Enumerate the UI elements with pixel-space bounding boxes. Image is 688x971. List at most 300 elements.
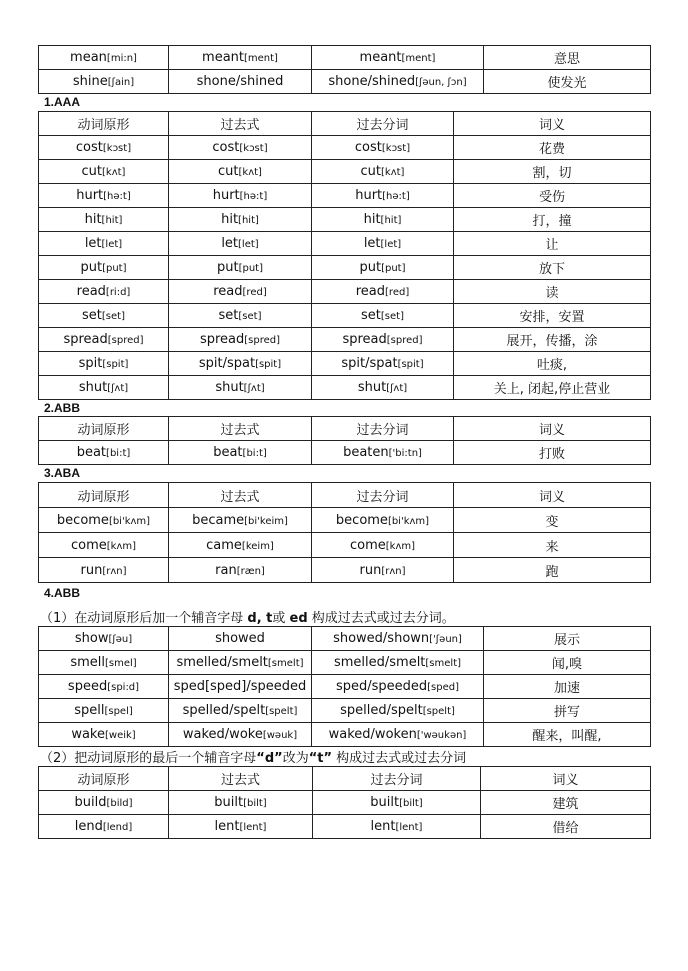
past-tense-cell [169,723,312,747]
past-participle-cell [312,208,454,232]
table-header-row [39,417,651,441]
table-row [39,533,651,558]
phonetic-text: [ment] [401,53,436,64]
past-participle-cell [312,160,454,184]
phonetic-text: [smel] [104,658,137,669]
note-text: 构成过去式或过去分词 [332,751,467,766]
phonetic-text: [put] [102,263,127,274]
phonetic-text: [lend] [102,822,133,833]
word-text: spell [74,703,105,718]
phonetic-text: [lent] [239,822,267,833]
past-tense-cell [169,328,312,352]
phonetic-text: [ʃain] [107,77,135,88]
past-tense-cell [169,70,312,94]
word-text: run [359,562,382,578]
past-participle-cell [312,651,484,675]
phonetic-text: [hit] [380,215,402,226]
past-tense-cell [169,208,312,232]
word-text: 闻,嗅 [551,657,583,672]
past-tense-cell [169,815,313,839]
word-text: let [221,236,239,251]
table-header-row [39,767,651,791]
verb-base-cell [39,184,169,208]
phonetic-text: ['bi:tn] [388,448,422,459]
word-text: spread [199,332,245,347]
word-text: hurt [76,188,104,203]
phonetic-text: [keim] [241,540,274,552]
meaning-cell [454,280,651,304]
phonetic-text: [spred] [386,335,423,346]
past-tense-cell [169,533,312,558]
word-table-add-consonant [38,626,651,747]
phonetic-text: [set] [380,311,404,322]
past-tense-cell [169,558,312,583]
past-tense-cell [169,651,312,675]
word-text: put [359,260,382,275]
word-text: beat [213,445,243,460]
note-bold: “d” [256,751,283,766]
word-text: waked/woken [328,727,417,742]
column-header: 动词原形 [39,417,169,441]
meaning-cell [484,723,651,747]
phonetic-text: [rʌn] [381,565,406,577]
meaning-cell [454,160,651,184]
word-text: let [84,236,102,251]
word-text: build [74,795,107,810]
phonetic-text: [bilt] [399,798,423,809]
verb-base-cell [39,256,169,280]
meaning-cell [484,46,651,70]
past-participle-cell [312,46,484,70]
meaning-cell [484,70,651,94]
column-header: 过去分词 [312,112,454,136]
phonetic-text: [ʃʌt] [107,383,129,394]
past-tense-cell [169,304,312,328]
word-table-d-to-t [38,766,651,839]
past-tense-cell [169,184,312,208]
phonetic-text: [spelt] [422,706,455,717]
phonetic-text: [put] [381,263,406,274]
word-text: 割，切 [532,166,572,181]
table-row [39,815,651,839]
meaning-cell [454,328,651,352]
phonetic-text: [wəuk] [262,730,298,741]
word-text: cut [218,164,239,179]
word-text: become [56,512,109,528]
phonetic-text: [hə:t] [382,191,410,202]
verb-base-cell [39,791,169,815]
table-row [39,160,651,184]
past-participle-cell [312,441,454,465]
word-text: spelled/spelt [182,703,266,718]
meaning-cell [484,627,651,651]
word-text: sped[sped]/speeded [173,679,307,694]
phonetic-text: ['ʃəun] [429,634,462,645]
word-text: 打败 [538,447,565,462]
word-text: come [349,537,386,553]
word-text: become [335,512,388,528]
word-text: set [361,308,381,323]
column-header: 过去式 [169,767,313,791]
word-text: show [74,631,109,646]
word-text: 吐痰, [536,358,568,373]
meaning-cell [454,208,651,232]
past-tense-cell [169,280,312,304]
word-text: put [216,260,239,275]
phonetic-text: [red] [242,287,267,298]
phonetic-text: [kɔst] [239,143,268,154]
phonetic-text: [kʌt] [102,167,126,178]
verb-base-cell [39,70,169,94]
table-row [39,136,651,160]
word-text: hurt [355,188,383,203]
meaning-cell [454,558,651,583]
phonetic-text: [set] [238,311,262,322]
word-text: 使发光 [547,76,587,91]
word-table-abb [38,416,651,465]
past-tense-cell [169,160,312,184]
phonetic-text: [kʌm] [106,540,137,552]
word-text: meant [359,50,402,65]
past-participle-cell [312,328,454,352]
table-row [39,627,651,651]
verb-base-cell [39,815,169,839]
past-participle-cell [312,352,454,376]
meaning-cell [484,651,651,675]
meaning-cell [454,533,651,558]
past-participle-cell [312,675,484,699]
past-tense-cell [169,352,312,376]
meaning-cell [454,256,651,280]
past-participle-cell [312,533,454,558]
past-participle-cell [312,558,454,583]
word-text: run [80,562,103,578]
word-text: read [76,284,106,299]
verb-base-cell [39,208,169,232]
word-text: shut [215,380,244,395]
word-text: shine [72,74,108,89]
word-text: shut [357,380,387,395]
phonetic-text: [ʃʌt] [386,383,408,394]
column-header: 过去式 [169,483,312,508]
table-row [39,352,651,376]
phonetic-text: [kʌt] [238,167,262,178]
past-participle-cell [312,627,484,651]
past-tense-cell [169,699,312,723]
phonetic-text: [lent] [395,822,423,833]
verb-base-cell [39,723,169,747]
word-table-aba [38,482,651,583]
word-text: mean [70,50,107,65]
word-text: 让 [545,238,559,253]
phonetic-text: [hit] [238,215,259,226]
phonetic-text: [kɔst] [102,143,132,154]
note-bold: d, t [247,611,273,626]
table-row [39,184,651,208]
word-text: 变 [545,514,559,530]
verb-base-cell [39,46,169,70]
word-text: hit [363,212,381,227]
note-bold: ed [289,611,308,626]
column-header: 过去分词 [312,417,454,441]
past-participle-cell [312,508,454,533]
verb-base-cell [39,136,169,160]
phonetic-text: [ʃəu] [108,634,133,645]
word-text: lent [214,819,240,834]
word-text: beat [76,445,107,460]
word-text: 加速 [553,681,580,696]
past-participle-cell [312,256,454,280]
word-text: read [213,284,243,299]
word-text: read [355,284,386,299]
word-text: set [82,308,102,323]
word-text: 花费 [538,142,565,157]
word-text: built [214,795,244,810]
word-text: beaten [343,445,389,460]
meaning-cell [484,699,651,723]
word-text: 借给 [552,821,579,836]
table-row [39,508,651,533]
word-text: 展开，传播，涂 [506,334,598,349]
column-header: 过去分词 [313,767,481,791]
word-text: 关上, 闭起,停止营业 [493,382,611,397]
phonetic-text: [bild] [106,798,133,809]
past-participle-cell [312,723,484,747]
rule-note-add-d-t-ed [40,607,455,626]
word-text: smell [70,655,105,670]
word-text: smelled/smelt [176,655,268,670]
phonetic-text: [spred] [107,335,144,346]
past-tense-cell [169,46,312,70]
word-text: shut [78,380,108,395]
meaning-cell [484,675,651,699]
word-text: shone/shined [328,74,416,89]
phonetic-text: [let] [101,239,123,250]
past-participle-cell [312,304,454,328]
word-table-top [38,45,651,94]
past-participle-cell [312,184,454,208]
note-text: 改为 [282,751,309,766]
phonetic-text: [let] [238,239,259,250]
word-text: spit [78,356,103,371]
past-tense-cell [169,675,312,699]
word-text: 拼写 [553,705,580,720]
table-row [39,70,651,94]
word-text: built [370,795,400,810]
table-row [39,376,651,400]
word-text: let [363,236,381,251]
phonetic-text: [bilt] [243,798,267,809]
word-text: 展示 [553,633,580,648]
phonetic-text: [bi'kʌm] [387,515,430,527]
meaning-cell [481,791,651,815]
past-participle-cell [313,791,481,815]
verb-base-cell [39,280,169,304]
column-header: 过去式 [169,112,312,136]
phonetic-text: [spelt] [265,706,298,717]
word-text: come [70,537,107,553]
past-tense-cell [169,441,312,465]
table-row [39,232,651,256]
phonetic-text: [weik] [104,730,136,741]
phonetic-text: [sped] [427,682,460,693]
word-text: spit/spat [341,356,398,371]
verb-base-cell [39,304,169,328]
word-text: lent [370,819,396,834]
past-participle-cell [312,280,454,304]
verb-base-cell [39,558,169,583]
table-row [39,675,651,699]
verb-base-cell [39,232,169,256]
table-row [39,723,651,747]
verb-base-cell [39,651,169,675]
word-text: ran [215,562,237,578]
meaning-cell [454,304,651,328]
meaning-cell [481,815,651,839]
word-text: waked/woke [182,727,263,742]
phonetic-text: [ri:d] [105,287,131,298]
word-text: 打，撞 [532,214,572,229]
past-tense-cell [169,136,312,160]
word-text: set [218,308,239,323]
word-text: speed [67,679,108,694]
word-text: 安排，安置 [519,310,585,325]
column-header: 词义 [481,767,651,791]
note-text: 或 [272,611,290,626]
phonetic-text: ['wəukən] [416,730,467,741]
phonetic-text: [bi:t] [106,448,131,459]
meaning-cell [454,352,651,376]
phonetic-text: [rʌn] [102,565,127,577]
phonetic-text: [kʌt] [381,167,405,178]
column-header: 动词原形 [39,767,169,791]
table-row [39,208,651,232]
column-header: 词义 [454,483,651,508]
table-row [39,441,651,465]
word-text: wake [71,727,105,742]
phonetic-text: [hit] [101,215,123,226]
verb-base-cell [39,675,169,699]
word-text: cost [212,140,240,155]
word-text: 受伤 [538,190,565,205]
word-text: lend [74,819,103,834]
note-text: 构成过去式或过去分词。 [307,611,455,626]
word-text: 读 [545,286,559,301]
phonetic-text: [ment] [244,53,278,64]
phonetic-text: [mi:n] [106,53,137,64]
word-text: hit [221,212,239,227]
phonetic-text: [smelt] [267,658,304,669]
phonetic-text: [hə:t] [239,191,268,202]
word-text: showed/shown [333,631,430,646]
word-text: shone/shined [196,74,284,89]
table-row [39,256,651,280]
phonetic-text: [spred] [244,335,281,346]
meaning-cell [454,376,651,400]
table-header-row [39,112,651,136]
phonetic-text: [smelt] [425,658,462,669]
past-tense-cell [169,232,312,256]
table-row [39,46,651,70]
phonetic-text: [spit] [102,359,129,370]
note-bold: “t” [308,751,333,766]
phonetic-text: [bi'keim] [244,515,288,527]
word-table-aaa [38,111,651,400]
word-text: showed [215,631,265,646]
table-row [39,699,651,723]
section-heading-abb: 2.ABB [44,401,81,415]
column-header: 过去式 [169,417,312,441]
phonetic-text: [ʃəun, ʃɔn] [415,77,467,88]
past-tense-cell [169,256,312,280]
phonetic-text: [ʃʌt] [243,383,265,394]
word-text: became [192,512,245,528]
table-row [39,304,651,328]
word-text: spelled/spelt [340,703,423,718]
column-header: 词义 [454,417,651,441]
word-text: spit/spat [198,356,256,371]
phonetic-text: [hə:t] [103,191,131,202]
verb-base-cell [39,160,169,184]
word-text: cost [354,140,382,155]
past-tense-cell [169,508,312,533]
meaning-cell [454,136,651,160]
section-heading-abb-2: 4.ABB [44,586,81,600]
table-row [39,791,651,815]
phonetic-text: [put] [238,263,263,274]
word-text: 跑 [545,564,559,580]
word-text: cut [81,164,103,179]
phonetic-text: [bi:t] [242,448,267,459]
verb-base-cell [39,699,169,723]
word-text: came [206,537,242,553]
word-text: sped/speeded [335,679,428,694]
verb-base-cell [39,328,169,352]
word-text: 来 [545,539,559,555]
word-text: hurt [212,188,240,203]
column-header: 动词原形 [39,483,169,508]
phonetic-text: [let] [380,239,402,250]
past-tense-cell [169,376,312,400]
verb-base-cell [39,441,169,465]
phonetic-text: [set] [101,311,125,322]
section-heading-aba: 3.ABA [44,466,81,480]
phonetic-text: [spit] [255,359,282,370]
word-text: 建筑 [552,797,579,812]
column-header: 过去分词 [312,483,454,508]
word-text: put [80,260,103,275]
phonetic-text: [spit] [397,359,424,370]
past-tense-cell [169,627,312,651]
phonetic-text: [bi'kʌm] [108,515,151,527]
phonetic-text: [red] [385,287,410,298]
table-row [39,651,651,675]
meaning-cell [454,232,651,256]
meaning-cell [454,441,651,465]
rule-note-d-to-t [40,747,466,766]
table-header-row [39,483,651,508]
verb-base-cell [39,627,169,651]
table-row [39,328,651,352]
word-text: cost [75,140,103,155]
word-text: meant [202,50,244,65]
meaning-cell [454,508,651,533]
past-participle-cell [312,376,454,400]
past-participle-cell [312,70,484,94]
phonetic-text: [kɔst] [381,143,411,154]
phonetic-text: [spi:d] [107,682,140,693]
table-row [39,280,651,304]
